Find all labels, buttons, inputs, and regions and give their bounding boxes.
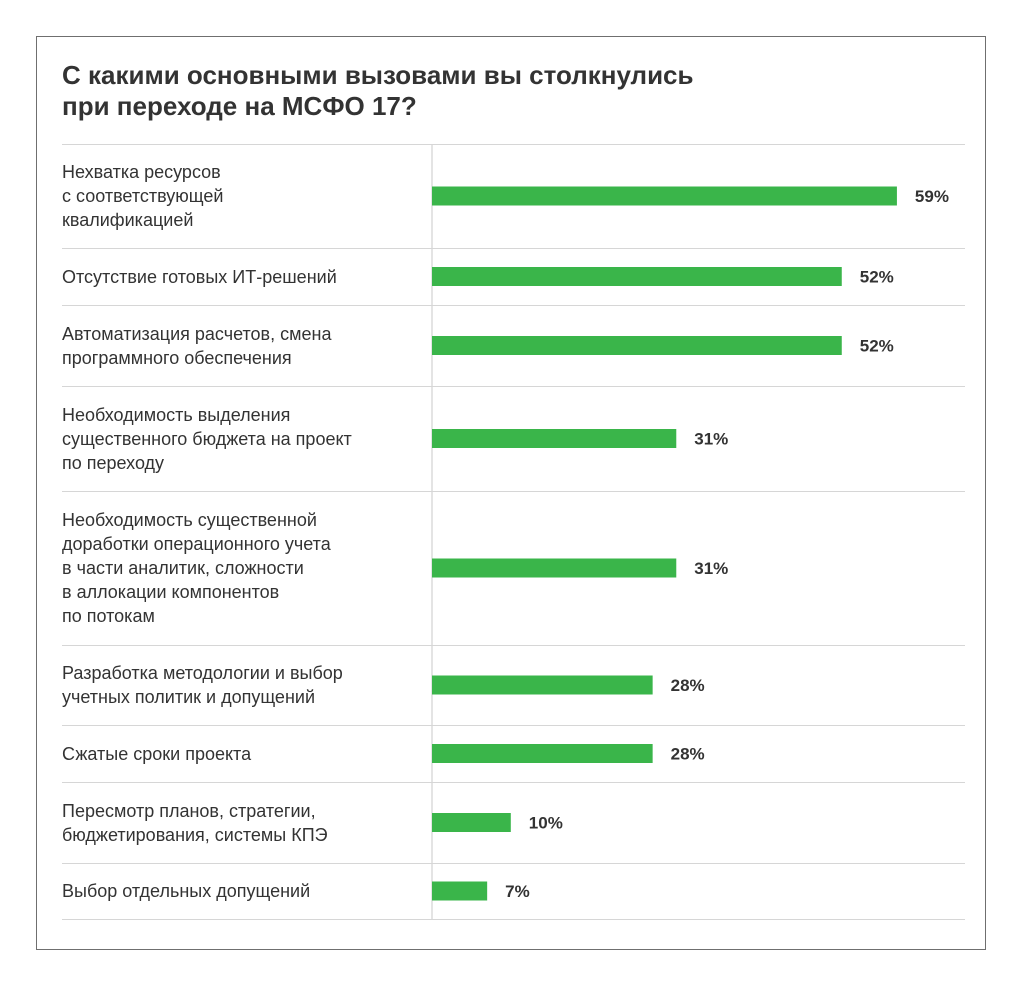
category-label: Пересмотр планов, стратегии, бюджетирования, системы КПЭ [62, 800, 328, 845]
bar [432, 187, 897, 206]
category-label: Автоматизация расчетов, смена программного обеспечения [62, 323, 332, 368]
bar [432, 336, 842, 355]
category-label: Выбор отдельных допущений [62, 881, 311, 901]
bar [432, 559, 676, 578]
category-label: Отсутствие готовых ИТ-решений [62, 266, 337, 287]
category-label: Сжатые сроки проекта [62, 743, 252, 764]
category-label: Необходимость существенной доработки операционного учета в части аналитик, сложности в аллокации компонентов по потокам [62, 510, 331, 626]
bar [432, 267, 842, 286]
bar-value-label: 28% [670, 676, 705, 695]
category-label: Нехватка ресурсов с соответствующей квалификацией [62, 162, 224, 230]
bar [432, 882, 487, 901]
bar-value-label: 59% [914, 187, 949, 206]
bar [432, 744, 653, 763]
category-label: Необходимость выделения существенного бюджета на проект по переходу [62, 404, 352, 473]
bar [432, 813, 511, 832]
bar-value-label: 52% [859, 267, 894, 287]
bar-value-label: 52% [859, 336, 894, 356]
chart-title: С какими основными вызовами вы столкнулись при переходе на МСФО 17? [62, 60, 694, 121]
bar-value-label: 28% [670, 744, 705, 764]
bar-value-label: 31% [694, 429, 729, 449]
bar-value-label: 10% [528, 813, 563, 833]
bar-value-label: 31% [694, 559, 729, 578]
bar [432, 429, 676, 448]
category-label: Разработка методологии и выбор учетных политик и допущений [62, 663, 343, 707]
bar [432, 676, 653, 695]
bar-value-label: 7% [505, 882, 530, 901]
